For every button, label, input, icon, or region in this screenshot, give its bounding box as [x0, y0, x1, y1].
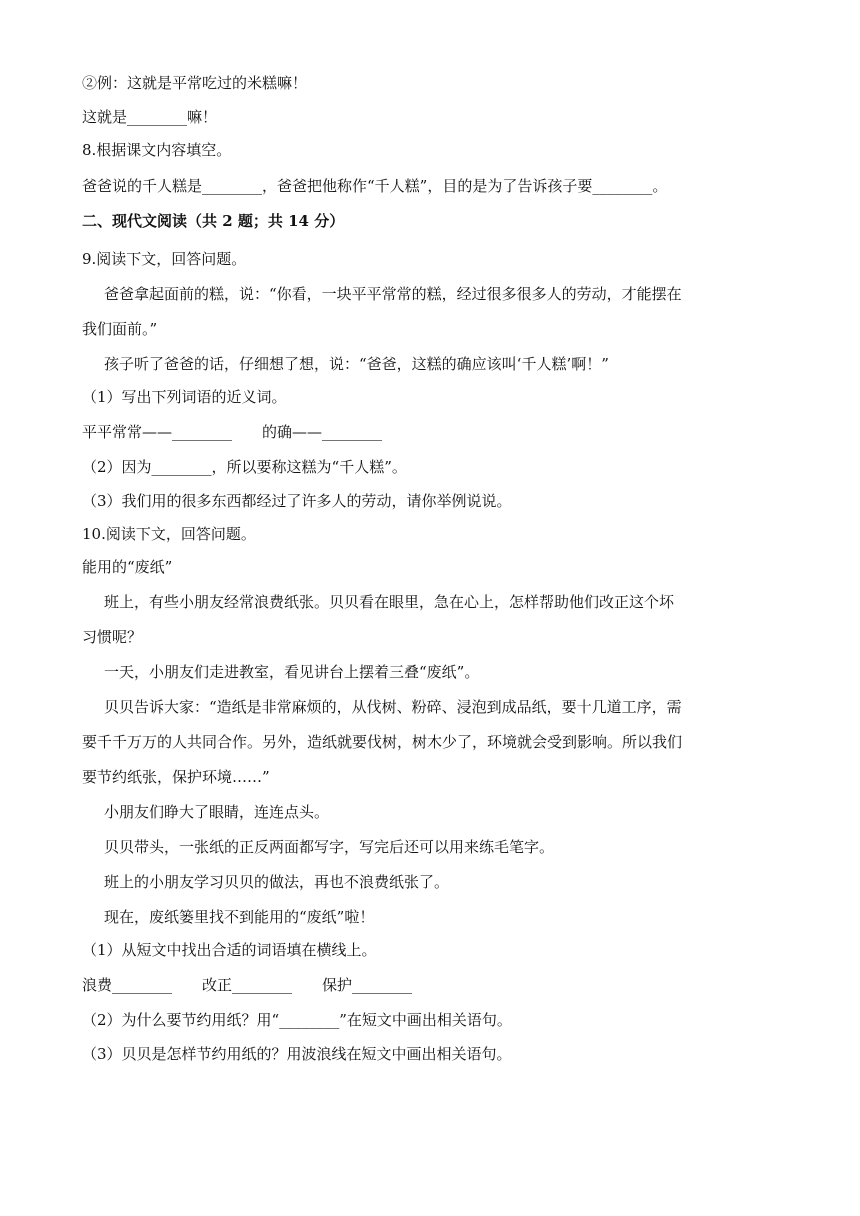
question-9-1: （1）写出下列词语的近义词。 [82, 388, 287, 406]
question-10: 10.阅读下文，回答问题。 [82, 525, 256, 543]
passage-9-paragraph-1-cont: 我们面前。” [82, 320, 158, 338]
passage-10-paragraph-3: 贝贝告诉大家：“造纸是非常麻烦的，从伐树、粉碎、浸泡到成品纸，要十几道工序，需 [104, 698, 682, 716]
question-10-1: （1）从短文中找出合适的词语填在横线上。 [82, 941, 377, 959]
passage-10-paragraph-4: 小朋友们睁大了眼睛，连连点头。 [104, 803, 330, 821]
passage-10-paragraph-5: 贝贝带头，一张纸的正反两面都写字，写完后还可以用来练毛笔字。 [104, 838, 555, 856]
question-8: 8.根据课文内容填空。 [82, 141, 232, 159]
passage-10-paragraph-1: 班上，有些小朋友经常浪费纸张。贝贝看在眼里，急在心上，怎样帮助他们改正这个坏 [104, 593, 675, 611]
passage-9-paragraph-2: 孩子听了爸爸的话，仔细想了想，说：“爸爸，这糕的确应该叫‘千人糕’啊！” [104, 355, 609, 373]
passage-10-title: 能用的“废纸” [82, 558, 173, 576]
passage-10-paragraph-6: 班上的小朋友学习贝贝的做法，再也不浪费纸张了。 [104, 873, 450, 891]
passage-10-paragraph-3-cont-1: 要千千万万的人共同合作。另外，造纸就要伐树，树木少了，环境就会受到影响。所以我们 [82, 733, 683, 751]
question-10-3: （3）贝贝是怎样节约用纸的？用波浪线在短文中画出相关语句。 [82, 1045, 512, 1063]
example-fill-blank: 这就是________嘛！ [82, 108, 218, 126]
section-heading: 二、现代文阅读（共 2 题；共 14 分） [82, 212, 345, 230]
passage-10-paragraph-3-cont-2: 要节约纸张，保护环境……” [82, 768, 270, 786]
question-9: 9.阅读下文，回答问题。 [82, 250, 247, 268]
question-10-2: （2）为什么要节约用纸？用“________”在短文中画出相关语句。 [82, 1011, 512, 1029]
question-8-fill: 爸爸说的千人糕是________，爸爸把他称作“千人糕”，目的是为了告诉孩子要________。 [82, 177, 668, 195]
passage-10-paragraph-7: 现在，废纸篓里找不到能用的“废纸”啦！ [104, 908, 375, 926]
passage-10-paragraph-2: 一天，小朋友们走进教室，看见讲台上摆着三叠“废纸”。 [104, 663, 480, 681]
question-9-3: （3）我们用的很多东西都经过了许多人的劳动，请你举例说说。 [82, 492, 512, 510]
question-9-2: （2）因为________，所以要称这糕为“千人糕”。 [82, 458, 407, 476]
passage-10-paragraph-1-cont: 习惯呢？ [82, 628, 143, 646]
question-9-1-blanks: 平平常常——________ 的确——________ [82, 423, 383, 441]
passage-9-paragraph-1: 爸爸拿起面前的糕，说：“你看，一块平平常常的糕，经过很多很多人的劳动，才能摆在 [104, 285, 682, 303]
question-10-1-blanks: 浪费________ 改正________ 保护________ [82, 976, 413, 994]
example-sentence: ②例：这就是平常吃过的米糕嘛！ [82, 74, 308, 92]
